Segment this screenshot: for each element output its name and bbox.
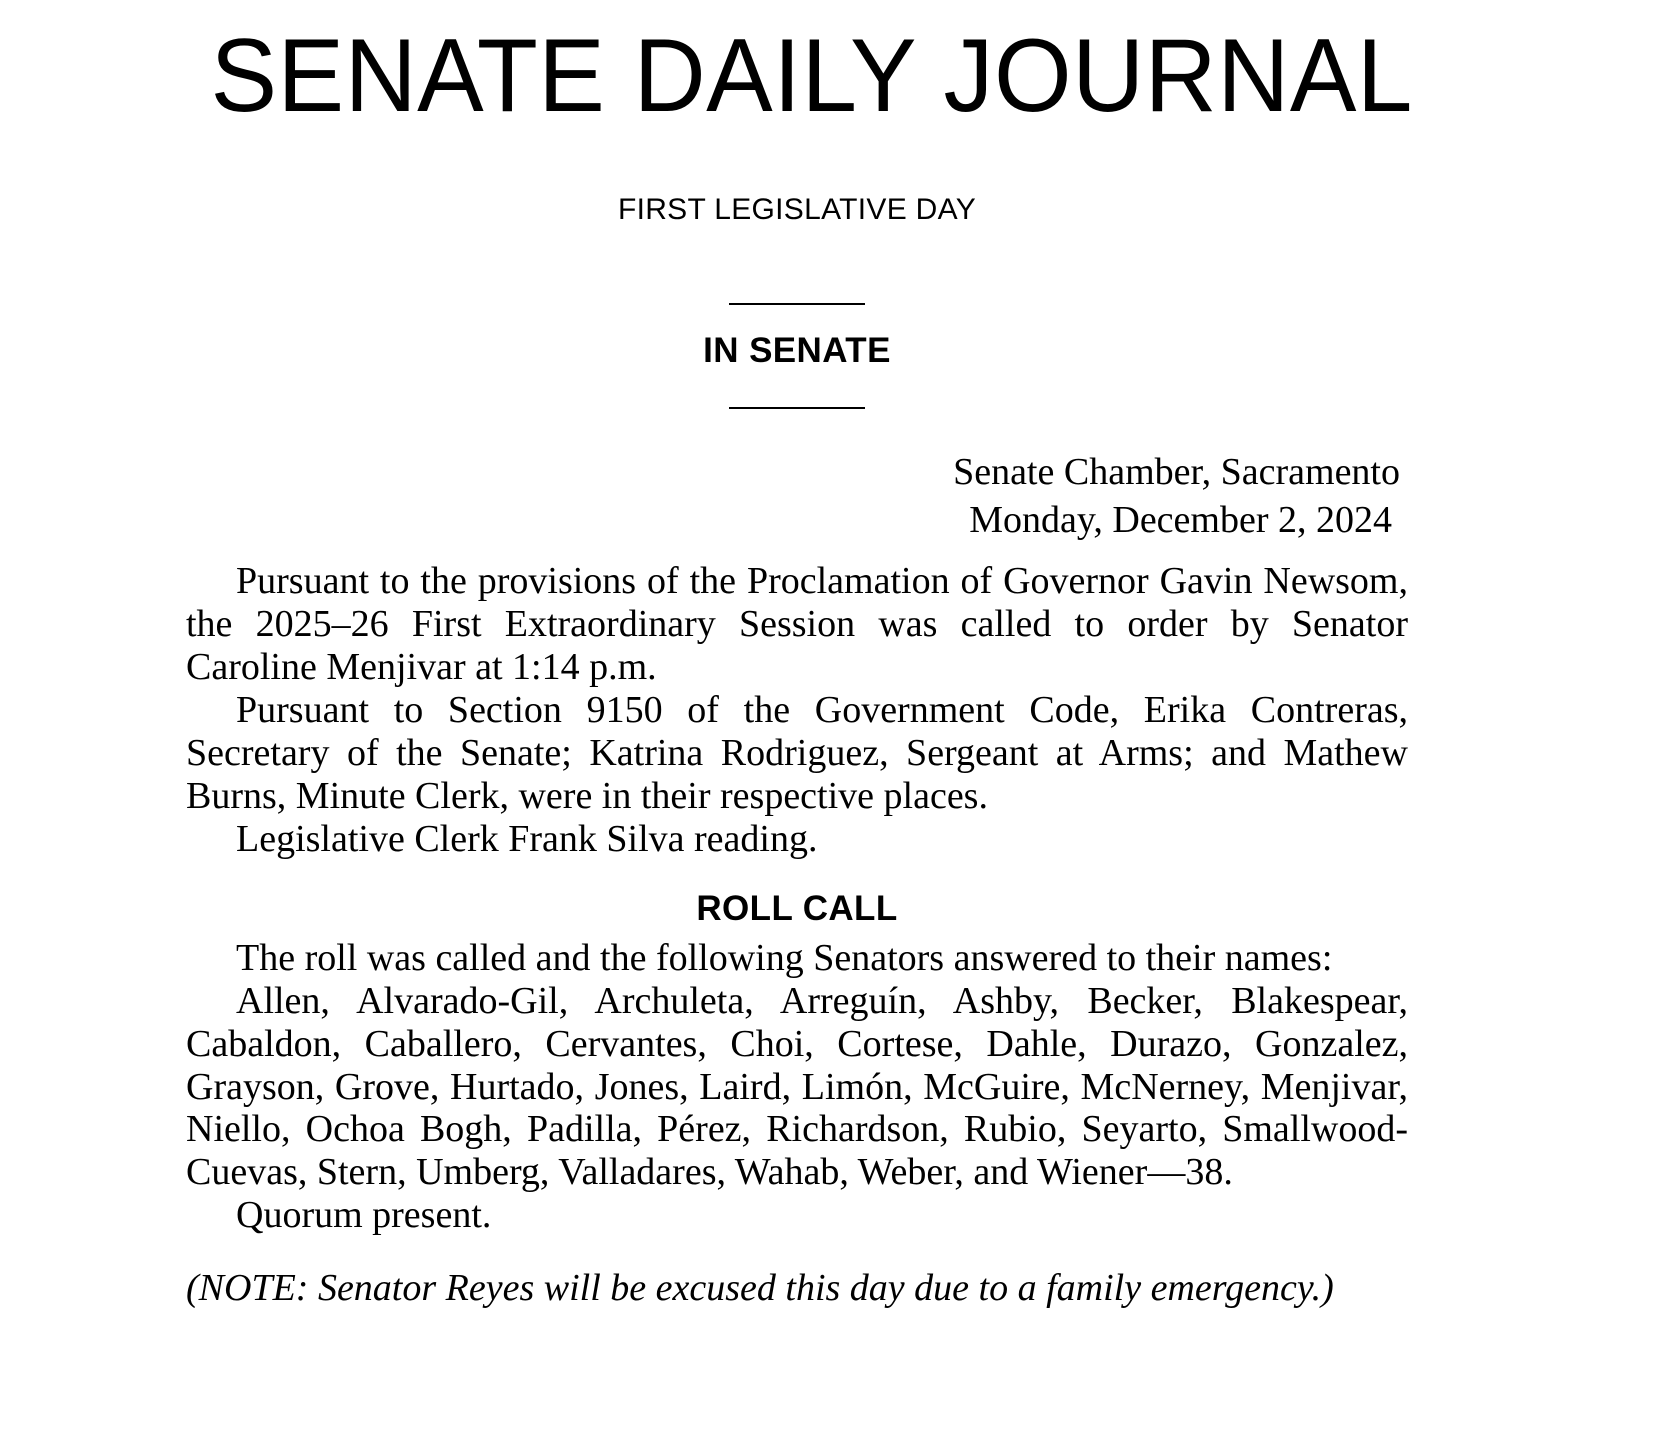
quorum-statement: Quorum present. xyxy=(236,1194,492,1237)
legislative-day-subtitle: FIRST LEGISLATIVE DAY xyxy=(617,193,977,227)
in-senate-heading: IN SENATE xyxy=(703,331,891,371)
paragraph-officers-present: Pursuant to Section 9150 of the Government Code, Erika Contreras, Secretary of the Senate; Katrina Rodriguez, Sergeant at Arms; and Mathew Burns, Minute Clerk, were in their respective places. xyxy=(186,688,1408,817)
roll-call-names: Allen, Alvarado-Gil, Archuleta, Arreguín, Ashby, Becker, Blakespear, Cabaldon, Caballero, Cervantes, Choi, Cortese, Dahle, Durazo, Gonzalez, Grayson, Grove, Hurtado, Jones, Laird, Limón, McGuire, McNerney, Menjivar, Niello, Ochoa Bogh, Padilla, Pérez, Richardson, Rubio, Seyarto, Smallwood-Cuevas, Stern, Umberg, Valladares, Wahab, Weber, and Wiener—38. xyxy=(186,979,1408,1194)
note-excused-senator: (NOTE: Senator Reyes will be excused this day due to a family emergency.) xyxy=(186,1267,1334,1310)
roll-call-heading: ROLL CALL xyxy=(696,888,898,928)
dateline-location: Senate Chamber, Sacramento xyxy=(953,451,1400,494)
document-content-column xyxy=(186,0,1413,1310)
roll-call-intro: The roll was called and the following Senators answered to their names: xyxy=(236,936,1333,979)
dateline xyxy=(186,409,1408,544)
paragraph-call-to-order: Pursuant to the provisions of the Proclamation of Governor Gavin Newsom, the 2025–26 First Extraordinary Session was called to order by Senator Caroline Menjivar at 1:14 p.m. xyxy=(186,560,1408,689)
dateline-date: Monday, December 2, 2024 xyxy=(969,498,1392,541)
horizontal-rule xyxy=(729,303,865,305)
horizontal-rule xyxy=(729,407,865,409)
paragraph-legislative-clerk: Legislative Clerk Frank Silva reading. xyxy=(236,817,818,860)
page-title: SENATE DAILY JOURNAL xyxy=(210,18,1413,134)
